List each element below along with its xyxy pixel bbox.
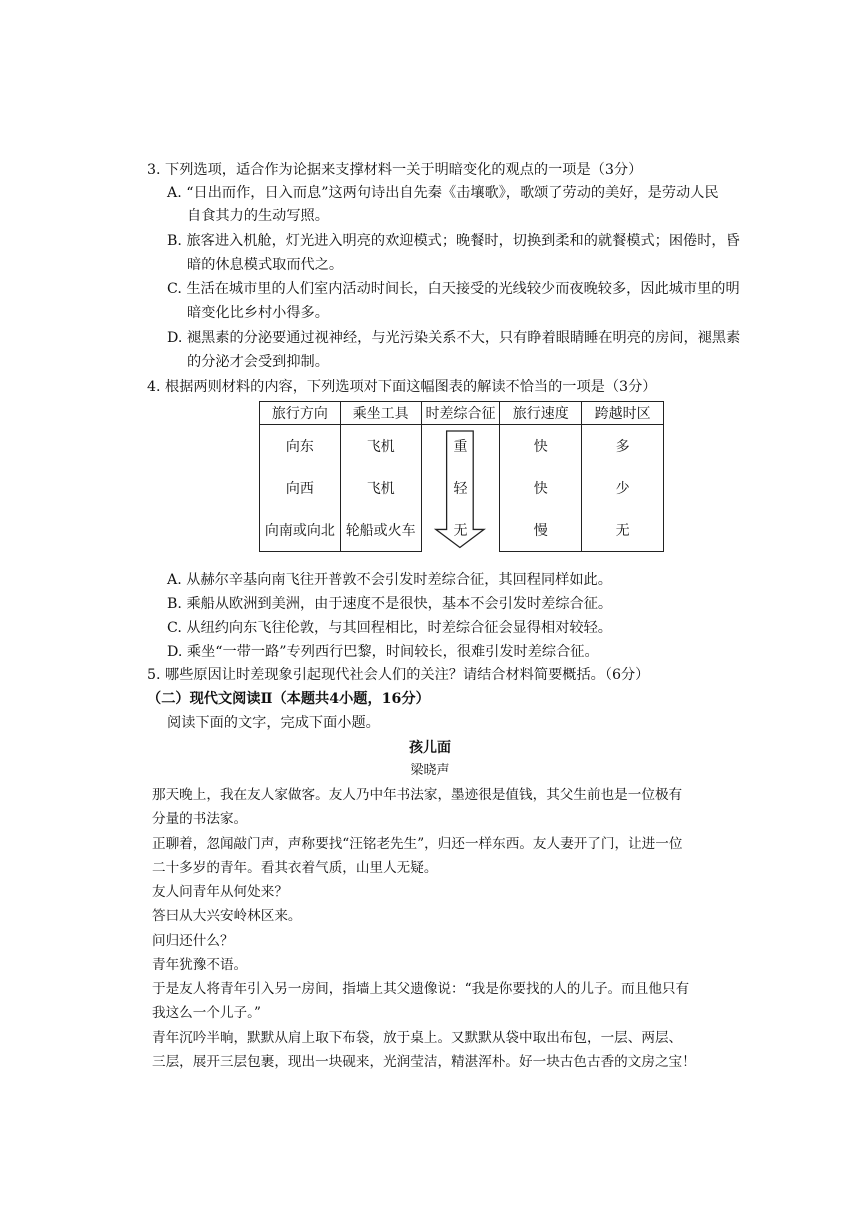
story-paragraph: 友人问青年从何处来？ bbox=[152, 884, 288, 900]
q3-option-b: B. 旅客进入机舱，灯光进入明亮的欢迎模式；晚餐时，切换到柔和的就餐模式；困倦时，昏 bbox=[167, 233, 740, 249]
story-paragraph: 问归还什么？ bbox=[152, 933, 234, 949]
table-cell: 向西 bbox=[260, 467, 341, 509]
jetlag-level-none: 无 bbox=[453, 523, 468, 540]
story-paragraph-cont: 二十多岁的青年。看其衣着气质，山里人无疑。 bbox=[152, 860, 438, 876]
table-cell: 向东 bbox=[260, 425, 341, 468]
table-cell: 少 bbox=[582, 467, 664, 509]
jetlag-level-heavy: 重 bbox=[453, 439, 468, 456]
table-header: 旅行方向 bbox=[260, 402, 341, 425]
table-header: 跨越时区 bbox=[582, 402, 664, 425]
jetlag-level-light: 轻 bbox=[453, 481, 468, 498]
q3-option-d: D. 褪黑素的分泌要通过视神经，与光污染关系不大，只有睁着眼睛睡在明亮的房间，褪黑素 bbox=[167, 330, 741, 346]
travel-comparison-table bbox=[259, 401, 664, 552]
table-cell: 轮船或火车 bbox=[340, 509, 421, 552]
section-heading: （二）现代文阅读Ⅱ（本题共4小题，16分） bbox=[147, 691, 430, 707]
table-cell: 飞机 bbox=[340, 467, 421, 509]
q3-option-d-cont: 的分泌才会受到抑制。 bbox=[187, 354, 329, 370]
story-paragraph: 于是友人将青年引入另一房间，指墙上其父遗像说：“我是你要找的人的儿子。而且他只有 bbox=[152, 981, 690, 997]
story-paragraph: 青年犹豫不语。 bbox=[152, 957, 248, 973]
table-header-row bbox=[260, 402, 664, 425]
table-cell: 慢 bbox=[500, 509, 582, 552]
q3-option-c-cont: 暗变化比乡村小得多。 bbox=[187, 305, 329, 321]
jetlag-arrow-cell bbox=[421, 425, 500, 552]
story-paragraph-cont: 分量的书法家。 bbox=[152, 811, 248, 827]
story-paragraph: 那天晚上，我在友人家做客。友人乃中年书法家，墨迹很是值钱，其父生前也是一位极有 bbox=[152, 787, 683, 803]
story-paragraph: 答曰从大兴安岭林区来。 bbox=[152, 908, 302, 924]
table-cell: 多 bbox=[582, 425, 664, 468]
table-header: 乘坐工具 bbox=[340, 402, 421, 425]
q4-option-c: C. 从纽约向东飞往伦敦，与其回程相比，时差综合征会显得相对较轻。 bbox=[167, 620, 612, 636]
table-cell: 快 bbox=[500, 425, 582, 468]
table-cell: 无 bbox=[582, 509, 664, 552]
story-paragraph: 青年沉吟半晌，默默从肩上取下布袋，放于桌上。又默默从袋中取出布包，一层、两层、 bbox=[152, 1030, 683, 1046]
q4-option-d: D. 乘坐“一带一路”专列西行巴黎，时间较长，很难引发时差综合征。 bbox=[167, 644, 599, 660]
q3-option-a-cont: 自食其力的生动写照。 bbox=[187, 208, 329, 224]
q4-option-b: B. 乘船从欧洲到美洲，由于速度不是很快，基本不会引发时差综合征。 bbox=[167, 596, 613, 612]
story-paragraph-cont: 三层，展开三层包裹，现出一块砚来，光润莹洁，精湛浑朴。好一块古色古香的文房之宝！ bbox=[152, 1054, 696, 1070]
q4-option-a: A. 从赫尔辛基向南飞往开普敦不会引发时差综合征，其回程同样如此。 bbox=[167, 572, 612, 588]
story-paragraph-cont: 我这么一个儿子。” bbox=[152, 1005, 261, 1021]
q3-option-b-cont: 暗的休息模式取而代之。 bbox=[187, 257, 344, 273]
table-cell: 快 bbox=[500, 467, 582, 509]
q5-stem: 5. 哪些原因让时差现象引起现代社会人们的关注？请结合材料简要概括。（6分） bbox=[147, 667, 650, 683]
table-cell: 向南或向北 bbox=[260, 509, 341, 552]
q3-option-a: A. “日出而作，日入而息”这两句诗出自先秦《击壤歌》，歌颂了劳动的美好，是劳动人民 bbox=[167, 185, 719, 201]
story-paragraph: 正聊着，忽闻敲门声，声称要找“汪铭老先生”，归还一样东西。友人妻开了门，让进一位 bbox=[152, 836, 683, 852]
q4-stem: 4. 根据两则材料的内容，下列选项对下面这幅图表的解读不恰当的一项是（3分） bbox=[147, 379, 657, 395]
table-row bbox=[260, 425, 664, 468]
story-title: 孩儿面 bbox=[409, 740, 451, 756]
q3-stem: 3. 下列选项，适合作为论据来支撑材料一关于明暗变化的观点的一项是（3分） bbox=[147, 162, 643, 178]
table-header: 时差综合征 bbox=[421, 402, 500, 425]
story-author: 梁晓声 bbox=[410, 763, 450, 778]
table-cell: 飞机 bbox=[340, 425, 421, 468]
q3-option-c: C. 生活在城市里的人们室内活动时间长，白天接受的光线较少而夜晚较多，因此城市里的明 bbox=[167, 281, 740, 297]
reading-instruction: 阅读下面的文字，完成下面小题。 bbox=[167, 715, 380, 731]
table-header: 旅行速度 bbox=[500, 402, 582, 425]
